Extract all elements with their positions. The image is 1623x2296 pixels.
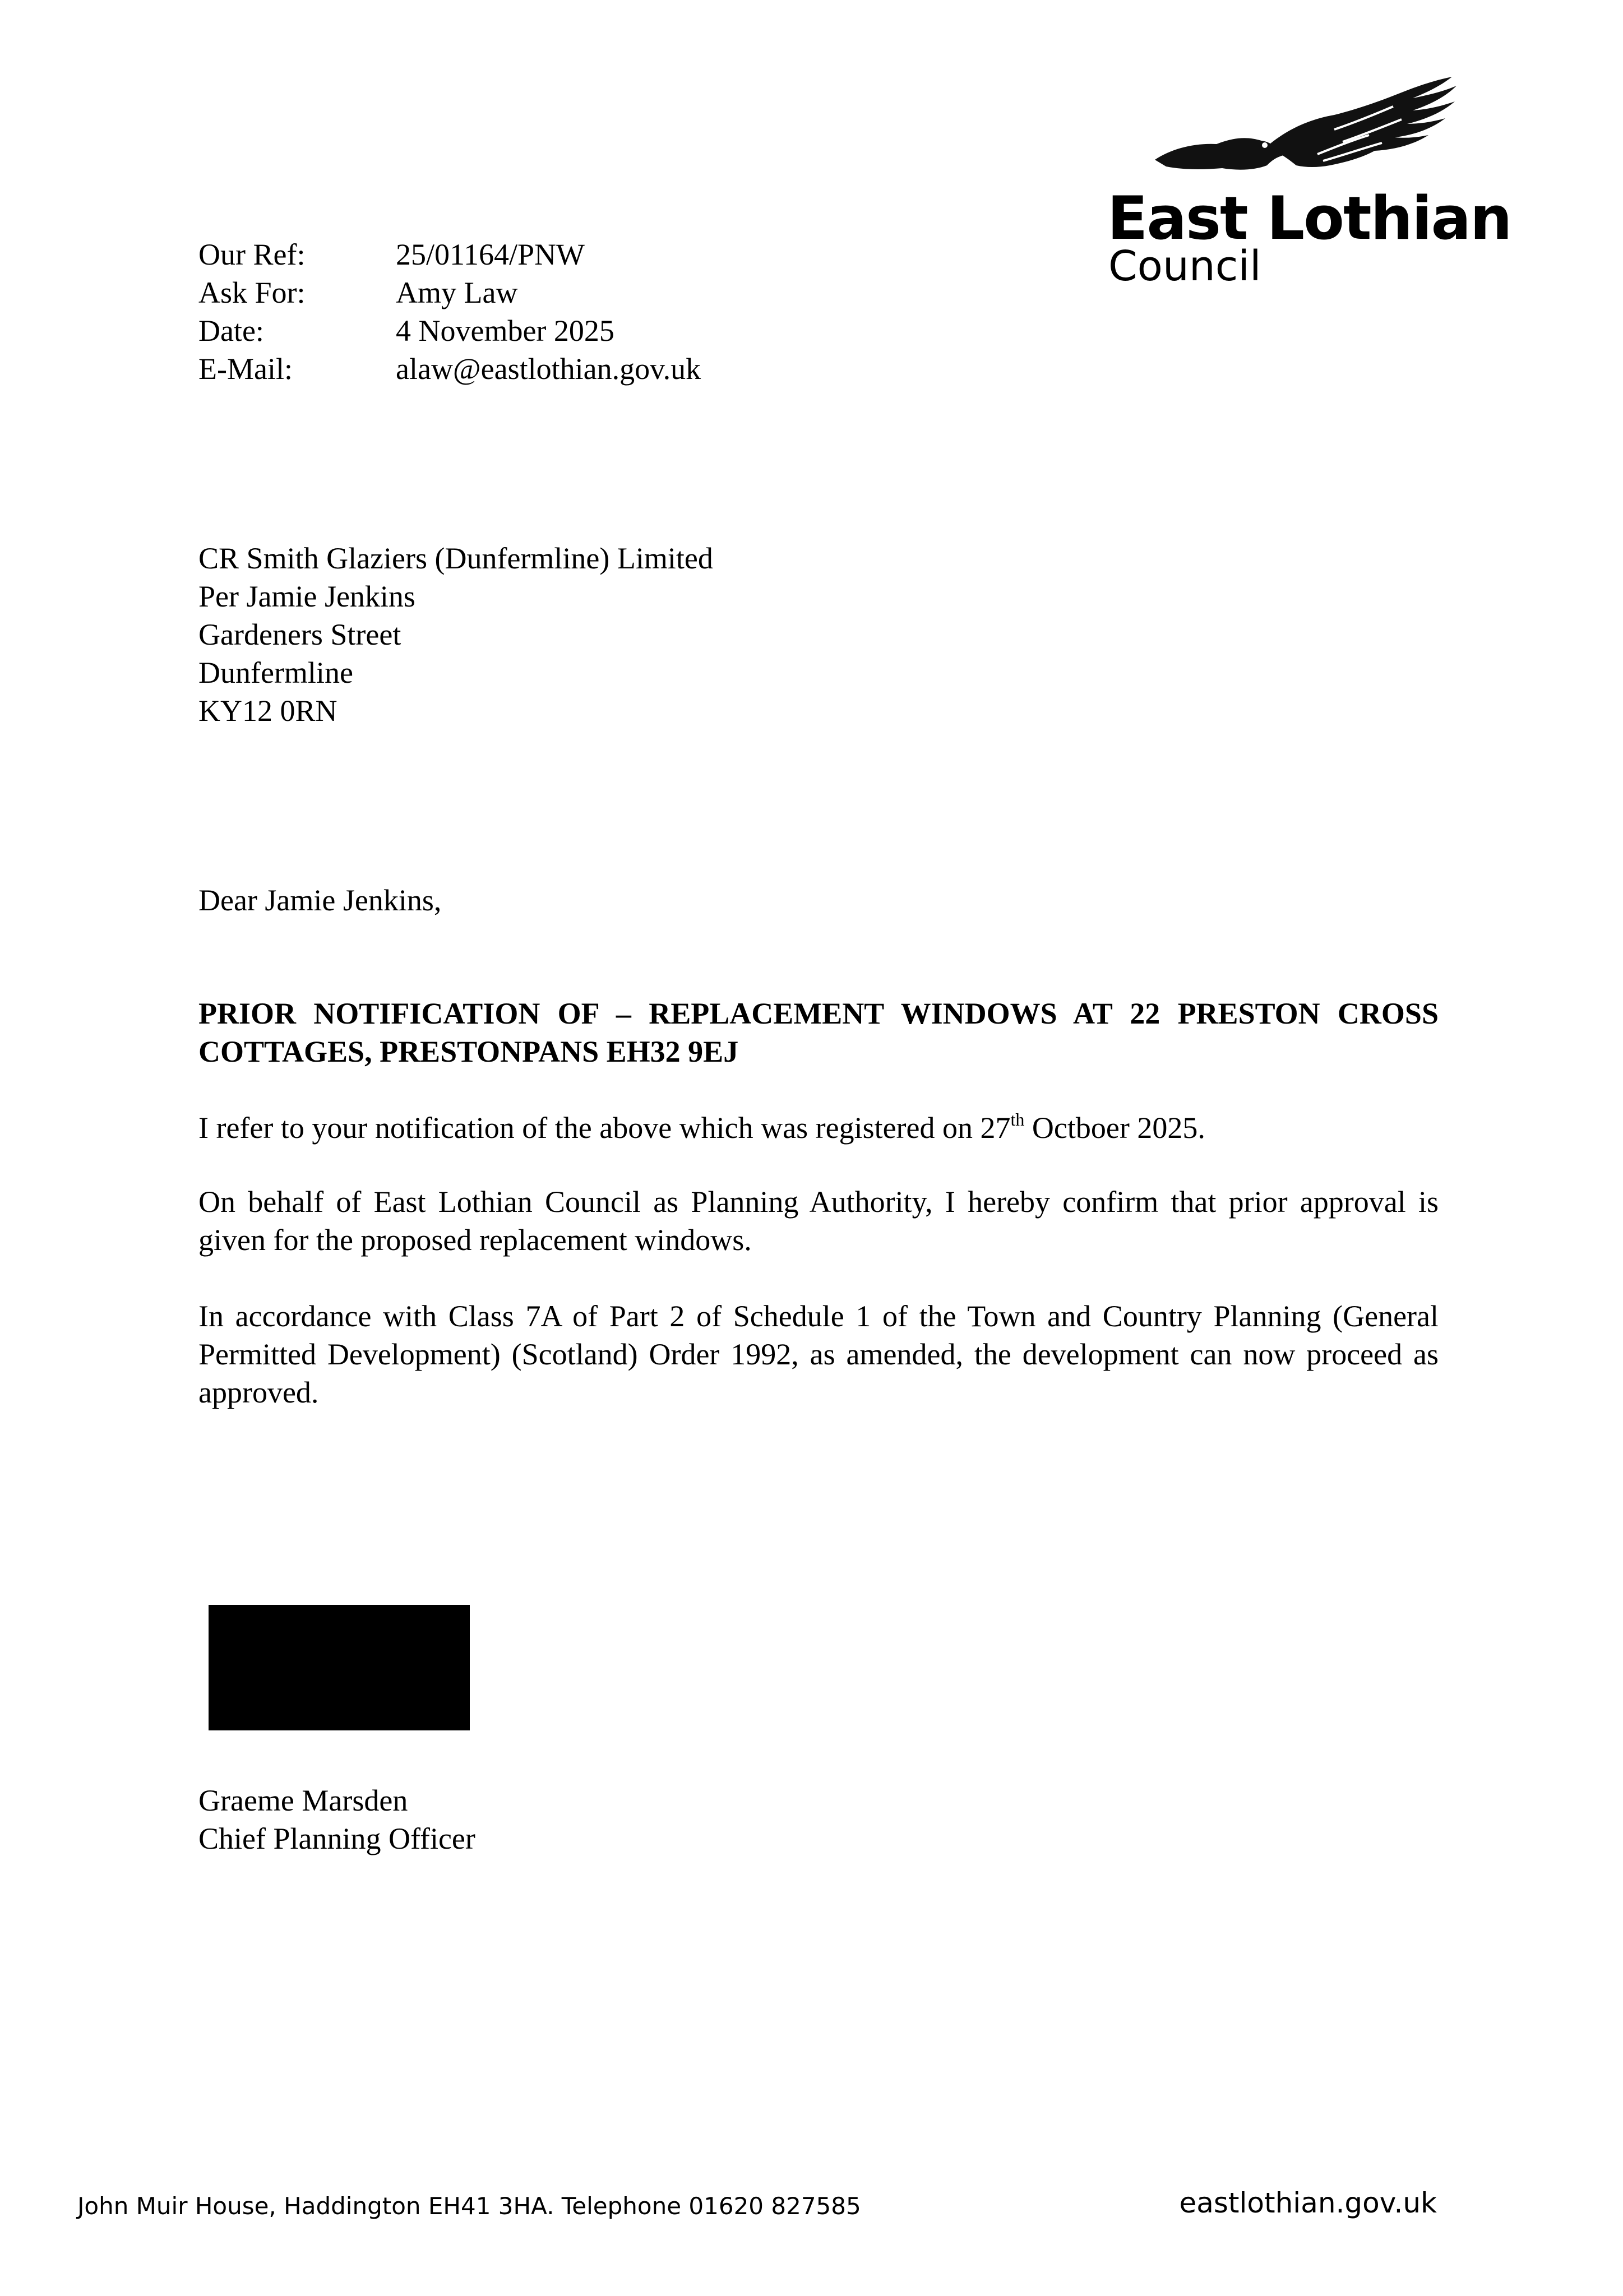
address-line: KY12 0RN [198,694,337,728]
logo-text-east-lothian: East Lothian [1107,184,1511,253]
ref-row-email [198,350,871,388]
recipient-address [198,539,1039,730]
ref-label: Ask For: [198,276,306,309]
logo-text-council: Council [1108,242,1261,290]
paragraph-text: I refer to your notification of the above which was registered on 27 [198,1111,1011,1145]
address-line: Gardeners Street [198,618,401,651]
subject-heading: PRIOR NOTIFICATION OF – REPLACEMENT WINDOWS AT 22 PRESTON CROSS COTTAGES, PRESTONPANS EH32 9EJ [198,997,1439,1068]
signatory-title: Chief Planning Officer [198,1822,475,1855]
ref-value-date: 4 November 2025 [396,314,614,348]
redacted-signature [209,1605,470,1730]
eagle-icon [1149,76,1463,188]
footer-address: John Muir House, Haddington EH41 3HA. Telephone 01620 827585 [77,2192,861,2220]
ordinal-suffix: th [1010,1109,1025,1130]
address-line: CR Smith Glaziers (Dunfermline) Limited [198,541,713,575]
ref-row-our-ref [198,235,871,274]
paragraph-text: Octboer 2025. [1024,1111,1205,1145]
ref-label: Our Ref: [198,238,306,271]
ref-value-our-ref: 25/01164/PNW [396,238,585,271]
ref-row-date [198,312,871,350]
reference-block [198,235,871,392]
paragraph-notification [198,1109,1439,1147]
ref-row-ask-for [198,274,871,312]
footer-website: eastlothian.gov.uk [1179,2187,1437,2219]
paragraph-approval: On behalf of East Lothian Council as Planning Authority, I hereby confirm that prior approval is given for the proposed replacement windows. [198,1185,1439,1257]
salutation: Dear Jamie Jenkins, [198,883,442,917]
ref-label: Date: [198,314,264,348]
signatory-block [198,1781,871,1858]
ref-label: E-Mail: [198,352,293,386]
ref-value-ask-for: Amy Law [396,276,518,309]
ref-value-email: alaw@eastlothian.gov.uk [396,352,701,386]
signatory-name: Graeme Marsden [198,1784,408,1817]
council-logo [1107,76,1533,294]
address-line: Dunfermline [198,656,353,689]
address-line: Per Jamie Jenkins [198,580,415,613]
paragraph-legal-basis: In accordance with Class 7A of Part 2 of Schedule 1 of the Town and Country Planning (General Permitted Development) (Scotland) Order 1992, as amended, the development can now proceed as approved. [198,1299,1439,1409]
